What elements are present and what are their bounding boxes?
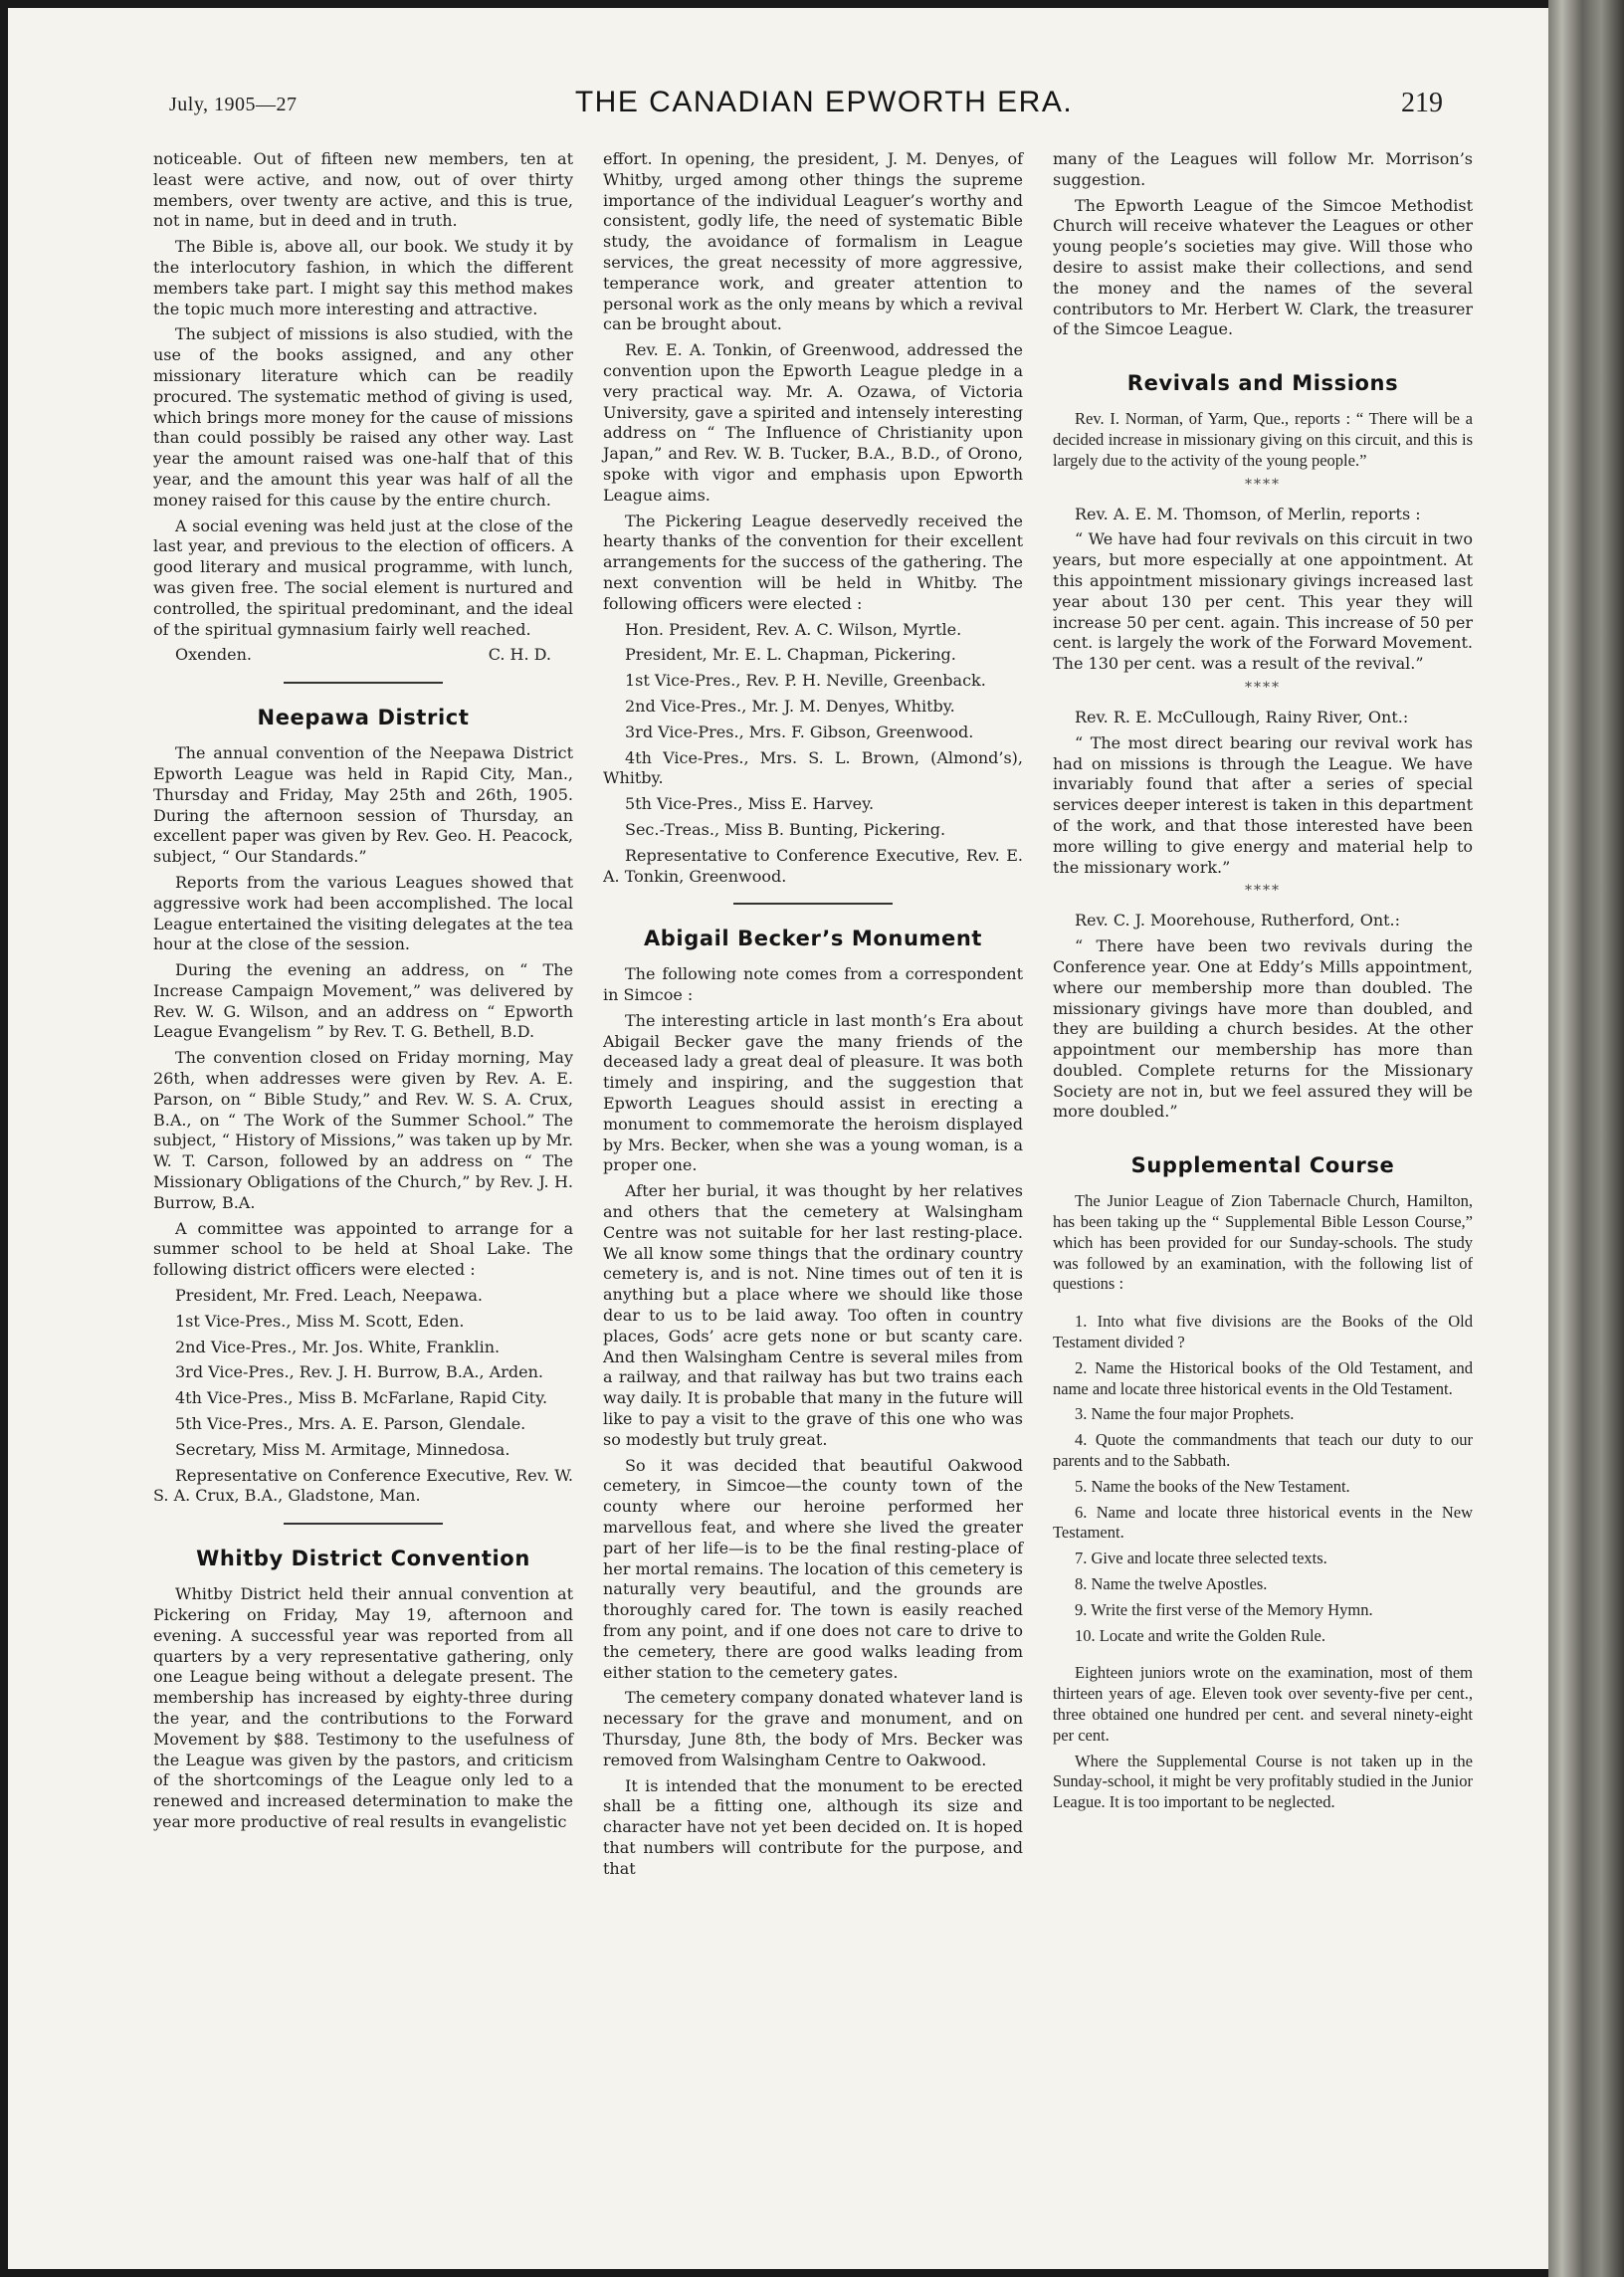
paragraph: Where the Supplemental Course is not taken up in the Sunday-school, it might be very profitably studied in the Junior League. It is too important to be neglected. (1053, 1751, 1473, 1812)
paragraph: So it was decided that beautiful Oakwood cemetery, in Simcoe—the county town of the county where our heroine performed her marvellous feat, and where she lived the greater part of her life—is to be the final resting-place of her mortal remains. The location of this cemetery is naturally very beautiful, and the grounds are thoroughly cared for. The town is easily reached from any point, and if one does not care to drive to the cemetery, there are good walks leading from either station to the cemetery gates. (603, 1455, 1023, 1682)
paragraph: Eighteen juniors wrote on the examination, most of them thirteen years of age. Eleven took over seventy-five per cent., three obtained one hundred per cent. and several ninety-eight per cent. (1053, 1663, 1473, 1745)
officer-line: 3rd Vice-Pres., Mrs. F. Gibson, Greenwood. (625, 722, 974, 741)
separator-stars: **** (1245, 679, 1281, 696)
page-number: 219 (1401, 88, 1443, 118)
paragraph: The following note comes from a correspondent in Simcoe : (603, 964, 1023, 1005)
signature-initials: C. H. D. (488, 645, 551, 665)
question-item: 4. Quote the commandments that teach our duty to our parents and to the Sabbath. (1053, 1430, 1473, 1471)
section-heading-neepawa: Neepawa District (257, 706, 470, 730)
magazine-page (8, 8, 1548, 2269)
paragraph: Whitby District held their annual convention at Pickering on Friday, May 19, afternoon and evening. A successful year was reported from all quarters by a very representative gathering, only one League being without a delegate present. The membership has increased by eighty-three during the year, and the contributions to the Forward Movement by $88. Testimony to the usefulness of the League was given by the pastors, and criticism of the shortcomings of the League only led to a renewed and increased determination to make the year more productive of real results in evangelistic (153, 1584, 573, 1831)
paragraph: “ The most direct bearing our revival work has had on missions is through the League. We have invariably found that after a series of special services deeper interest is taken in this department of the work, and that those interested have been more willing to give energy and material help to the missionary work.” (1053, 732, 1473, 877)
question-item: 3. Name the four major Prophets. (1075, 1404, 1295, 1424)
question-item: 2. Name the Historical books of the Old Testament, and name and locate three historical events in the Old Testament. (1053, 1357, 1473, 1398)
column-1 (153, 149, 573, 1838)
question-item: 7. Give and locate three selected texts. (1075, 1549, 1327, 1568)
question-item: 6. Name and locate three historical events in the New Testament. (1053, 1502, 1473, 1543)
paragraph: The convention closed on Friday morning, May 26th, when addresses were given by Rev. A. E. Parson, on “ Bible Study,” and Rev. W. S. A. Crux, B.A., on “ The Work of the Summer School.” The subject, “ History of Missions,” was taken up by Mr. W. T. Carson, followed by an address on “ The Missionary Obligations of the Church,” by Rev. J. H. Burrow, B.A. (153, 1048, 573, 1212)
section-heading-whitby: Whitby District Convention (196, 1547, 530, 1571)
officer-line: Hon. President, Rev. A. C. Wilson, Myrtle. (625, 619, 962, 639)
section-divider (284, 1523, 443, 1525)
officer-line: Representative to Conference Executive, Rev. E. A. Tonkin, Greenwood. (603, 845, 1023, 886)
question-item: 1. Into what five divisions are the Books of the Old Testament divided ? (1053, 1312, 1473, 1352)
page-header (8, 86, 1548, 135)
paragraph: A committee was appointed to arrange for a summer school to be held at Shoal Lake. The following district officers were elected : (153, 1218, 573, 1280)
signature-line (153, 645, 573, 666)
section-divider (733, 903, 893, 905)
paragraph: many of the Leagues will follow Mr. Morrison’s suggestion. (1053, 149, 1473, 189)
paragraph: The Pickering League deservedly received the hearty thanks of the convention for their excellent arrangements for the success of the gathering. The next convention will be held in Whitby. The following officers were elected : (603, 511, 1023, 613)
signature-place: Oxenden. (175, 645, 253, 665)
officer-line: President, Mr. E. L. Chapman, Pickering. (625, 645, 956, 665)
question-item: 9. Write the first verse of the Memory Hymn. (1075, 1599, 1373, 1619)
paragraph: Rev. I. Norman, of Yarm, Que., reports : “ There will be a decided increase in missionary giving on this circuit, and this is largely due to the activity of the young people.” (1053, 409, 1473, 470)
question-item: 8. Name the twelve Apostles. (1075, 1574, 1268, 1594)
officer-line: 5th Vice-Pres., Mrs. A. E. Parson, Glendale. (175, 1414, 526, 1434)
section-heading-revivals: Revivals and Missions (1126, 371, 1399, 396)
paragraph: During the evening an address, on “ The Increase Campaign Movement,” was delivered by Rev. W. G. Wilson, and an address on “ Epworth League Evangelism ” by Rev. T. G. Bethell, B.D. (153, 960, 573, 1042)
publication-title: THE CANADIAN EPWORTH ERA. (574, 86, 1074, 118)
officer-line: 1st Vice-Pres., Miss M. Scott, Eden. (175, 1311, 465, 1331)
officer-line: 4th Vice-Pres., Miss B. McFarlane, Rapid City. (175, 1388, 548, 1408)
officer-line: Secretary, Miss M. Armitage, Minnedosa. (175, 1439, 510, 1459)
officer-line: 2nd Vice-Pres., Mr. J. M. Denyes, Whitby. (625, 696, 955, 716)
spacer (1053, 345, 1473, 371)
officer-line: 5th Vice-Pres., Miss E. Harvey. (625, 794, 875, 814)
book-spine-edge (1548, 0, 1624, 2277)
paragraph: Rev. A. E. M. Thomson, of Merlin, reports : (1075, 504, 1421, 523)
spacer (1053, 1128, 1473, 1153)
paragraph: Rev. C. J. Moorehouse, Rutherford, Ont.: (1075, 911, 1401, 931)
paragraph: noticeable. Out of fifteen new members, ten at least were active, and now, out of over thirty members, over twenty are active, and this is true, not in name, but in deed and in truth. (153, 149, 573, 231)
paragraph: Rev. R. E. McCullough, Rainy River, Ont.: (1075, 707, 1409, 726)
officer-line: Representative on Conference Executive, Rev. W. S. A. Crux, B.A., Gladstone, Man. (153, 1465, 573, 1506)
paragraph: Rev. E. A. Tonkin, of Greenwood, addressed the convention upon the Epworth League pledge in a very practical way. Mr. A. Ozawa, of Victoria University, gave a spirited and intensely interesting address on “ The Influence of Christianity upon Japan,” and Rev. W. B. Tucker, B.A., B.D., of Orono, spoke with vigor and emphasis upon Epworth League aims. (603, 340, 1023, 505)
spacer (1053, 1651, 1473, 1663)
paragraph: The Epworth League of the Simcoe Methodist Church will receive whatever the Leagues or other young people’s societies may give. Will those who desire to assist make their collections, and send the money and the names of the several contributors to Mr. Herbert W. Clark, the treasurer of the Simcoe League. (1053, 195, 1473, 339)
section-divider (284, 682, 443, 684)
paragraph: effort. In opening, the president, J. M. Denyes, of Whitby, urged among other things the supreme importance of the individual Leaguer’s worthy and consistent, godly life, the need of systematic Bible study, the avoidance of formalism in League services, the great necessity of more aggressive, temperance work, and greater attention to personal work as the only means by which a revival can be brought about. (603, 149, 1023, 334)
column-2 (603, 149, 1023, 1885)
section-heading-abigail: Abigail Becker’s Monument (643, 927, 983, 951)
separator-stars: **** (1245, 476, 1281, 493)
paragraph: “ There have been two revivals during the Conference year. One at Eddy’s Mills appointment, where our membership more than doubled. The missionary givings have more than doubled, and they are building a church besides. At the other appointment our membership has more than doubled. Complete returns for the Missionary Society are not in, but we feel assured they will be more doubled.” (1053, 936, 1473, 1122)
header-date: July, 1905—27 (169, 94, 298, 115)
paragraph: The Junior League of Zion Tabernacle Church, Hamilton, has been taking up the “ Supplemental Bible Lesson Course,” which has been provided for our Sunday-schools. The study was followed by an examination, with the following list of questions : (1053, 1191, 1473, 1294)
paragraph: The cemetery company donated whatever land is necessary for the grave and monument, and on Thursday, June 8th, the body of Mrs. Becker was removed from Walsingham Centre to Oakwood. (603, 1688, 1023, 1769)
question-item: 10. Locate and write the Golden Rule. (1075, 1625, 1326, 1645)
paragraph: The annual convention of the Neepawa District Epworth League was held in Rapid City, Man., Thursday and Friday, May 25th and 26th, 1905. During the afternoon session of Thursday, an excellent paper was given by Rev. Geo. H. Peacock, subject, “ Our Standards.” (153, 743, 573, 867)
officer-line: President, Mr. Fred. Leach, Neepawa. (175, 1286, 484, 1306)
question-item: 5. Name the books of the New Testament. (1075, 1476, 1350, 1496)
paragraph: It is intended that the monument to be erected shall be a fitting one, although its size and character have not yet been decided on. It is hoped that numbers will contribute for the purpose, and that (603, 1775, 1023, 1878)
officer-line: 4th Vice-Pres., Mrs. S. L. Brown, (Almond’s), Whitby. (603, 747, 1023, 788)
paragraph: The Bible is, above all, our book. We study it by the interlocutory fashion, in which the different members take part. I might say this method makes the topic much more interesting and attractive. (153, 237, 573, 318)
section-heading-supplemental: Supplemental Course (1130, 1153, 1395, 1178)
paragraph: After her burial, it was thought by her relatives and others that the cemetery at Walsingham Centre was not suitable for her last resting-place. We all know some things that the ordinary country cemetery is, and is not. Nine times out of ten it is anything but a place where we should like those dear to us to be laid away. Too often in country places, Gods’ acre gets none or but scanty care. And then Walsingham Centre is several miles from a railway, and that railway has but two trains each way daily. It is probable that many in the future will like to pay a visit to the grave of this one who was so modestly but truly great. (603, 1181, 1023, 1449)
officer-line: 2nd Vice-Pres., Mr. Jos. White, Franklin. (175, 1337, 501, 1356)
separator-stars: **** (1245, 883, 1281, 900)
paragraph: The interesting article in last month’s Era about Abigail Becker gave the many friends of the deceased lady a great deal of pleasure. It was both timely and inspiring, and the suggestion that Epworth Leagues should assist in erecting a monument to commemorate the heroism displayed by Mrs. Becker, when she was a young woman, is a proper one. (603, 1010, 1023, 1175)
paragraph: “ We have had four revivals on this circuit in two years, but more especially at one appointment. At this appointment missionary givings increased last year about 130 per cent. This year they will increase 50 per cent. again. This increase of 50 per cent. is largely the work of the Forward Movement. The 130 per cent. was a result of the revival.” (1053, 529, 1473, 674)
officer-line: 3rd Vice-Pres., Rev. J. H. Burrow, B.A., Arden. (175, 1362, 543, 1382)
officer-line: Sec.-Treas., Miss B. Bunting, Pickering. (625, 819, 946, 839)
paragraph: Reports from the various Leagues showed that aggressive work had been accomplished. The local League entertained the visiting delegates at the tea hour at the close of the session. (153, 872, 573, 954)
paragraph: A social evening was held just at the close of the last year, and previous to the election of officers. A good literary and musical programme, with lunch, was given free. The social element is nurtured and controlled, the spiritual predominant, and the ideal of the spiritual gymnasium fairly well reached. (153, 516, 573, 639)
column-3 (1053, 149, 1473, 1818)
officer-line: 1st Vice-Pres., Rev. P. H. Neville, Greenback. (625, 671, 986, 691)
spacer (1053, 1300, 1473, 1312)
paragraph: The subject of missions is also studied, with the use of the books assigned, and any other missionary literature which can be readily procured. The systematic method of giving is used, which brings more money for the cause of missions than could possibly be raised any other way. Last year the amount raised was one-half that of this year, and the amount this year was half of all the money raised for this cause by the entire church. (153, 324, 573, 510)
